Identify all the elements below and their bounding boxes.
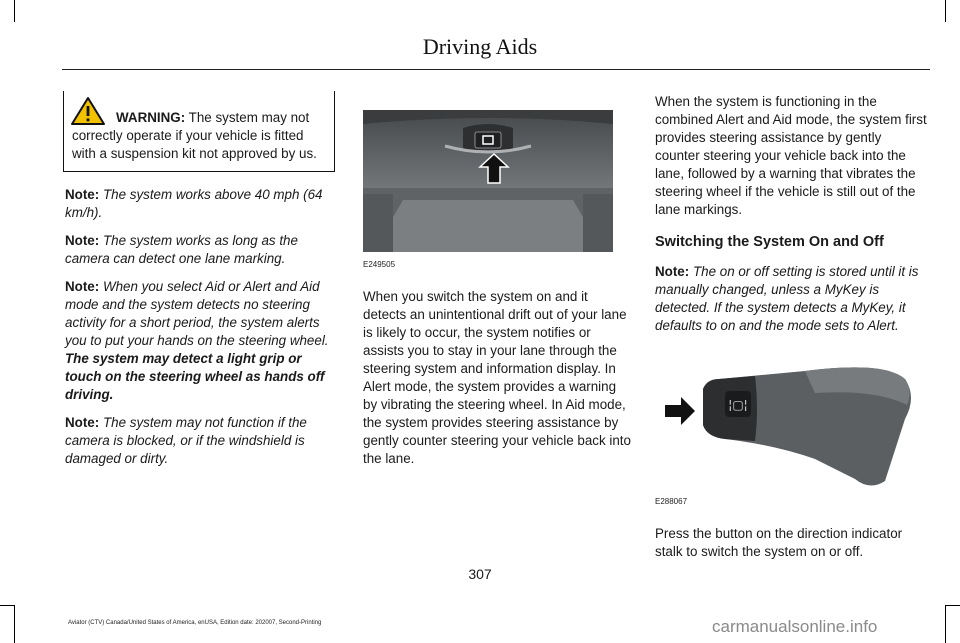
subheading-switching: Switching the System On and Off — [655, 234, 884, 250]
figure-code-1: E249505 — [363, 260, 396, 269]
press-button-instruction: Press the button on the direction indicator stalk to switch the system on or off. — [655, 526, 903, 559]
note-2: Note: The system works as long as the camera can detect one lane marking. — [65, 233, 298, 266]
lane-keeping-paragraph: When you switch the system on and it detects an unintentional drift out of your lane is likely to occur, the system notifies or assists you to stay in your lane through the steering system and information display. In Alert mode, the system provides a warning by vibrating the steering wheel. In Aid mode, the system provides steering assistance by gently counter steering your vehicle back into the lane. — [363, 289, 631, 466]
warning-triangle-icon — [70, 96, 106, 126]
page-number: 307 — [468, 566, 492, 582]
camera-location-figure — [363, 110, 613, 252]
warning-box — [63, 91, 335, 172]
svg-text:¦▢¦: ¦▢¦ — [728, 398, 748, 412]
warning-label: WARNING: — [116, 110, 186, 125]
crop-mark-bottom-right-v — [945, 605, 946, 643]
crop-mark-bottom-left-v — [14, 605, 15, 643]
header-rule — [62, 69, 930, 70]
column-right — [655, 93, 927, 571]
warning-text — [72, 109, 326, 163]
note-1: Note: The system works above 40 mph (64 km/h). — [65, 187, 323, 220]
watermark: carmanualsonline.info — [712, 617, 878, 636]
indicator-stalk-illustration — [655, 349, 925, 489]
edition-footer: Aviator (CTV) Canada/United States of America, enUSA, Edition date: 202007, Second-Printing — [68, 620, 322, 626]
crop-mark-top-right-v — [945, 0, 946, 22]
crop-mark-bottom-right-h — [945, 605, 960, 606]
windshield-camera-illustration — [363, 110, 613, 252]
column-middle — [363, 110, 633, 478]
note-4: Note: The system may not function if the camera is blocked, or if the windshield is damaged or dirty. — [65, 415, 307, 466]
column-left — [65, 91, 335, 478]
section-title: Driving Aids — [422, 34, 538, 59]
crop-mark-top-left-v — [14, 0, 15, 22]
warning-body: The system may not correctly operate if your vehicle is fitted with a suspension kit not approved by us. — [72, 110, 317, 161]
note-mykey: Note: The on or off setting is stored until it is manually changed, unless a MyKey is detected. If the system detects a MyKey, it defaults to on and the mode sets to Alert. — [655, 264, 919, 333]
note-3: Note: When you select Aid or Alert and Aid mode and the system detects no steering activity for a short period, the system alerts you to put your hands on the steering wheel. The system may detect a light grip or touch on the steering wheel as hands off driving. — [65, 279, 329, 402]
crop-mark-bottom-left-h — [0, 605, 14, 606]
combined-mode-paragraph: When the system is functioning in the combined Alert and Aid mode, the system first provides steering assistance by gently counter steering your vehicle back into the lane, followed by a warning that vibrates the steering wheel if the vehicle is still out of the lane markings. — [655, 94, 927, 217]
stalk-button-figure — [655, 349, 905, 489]
figure-code-2: E288067 — [655, 497, 688, 506]
